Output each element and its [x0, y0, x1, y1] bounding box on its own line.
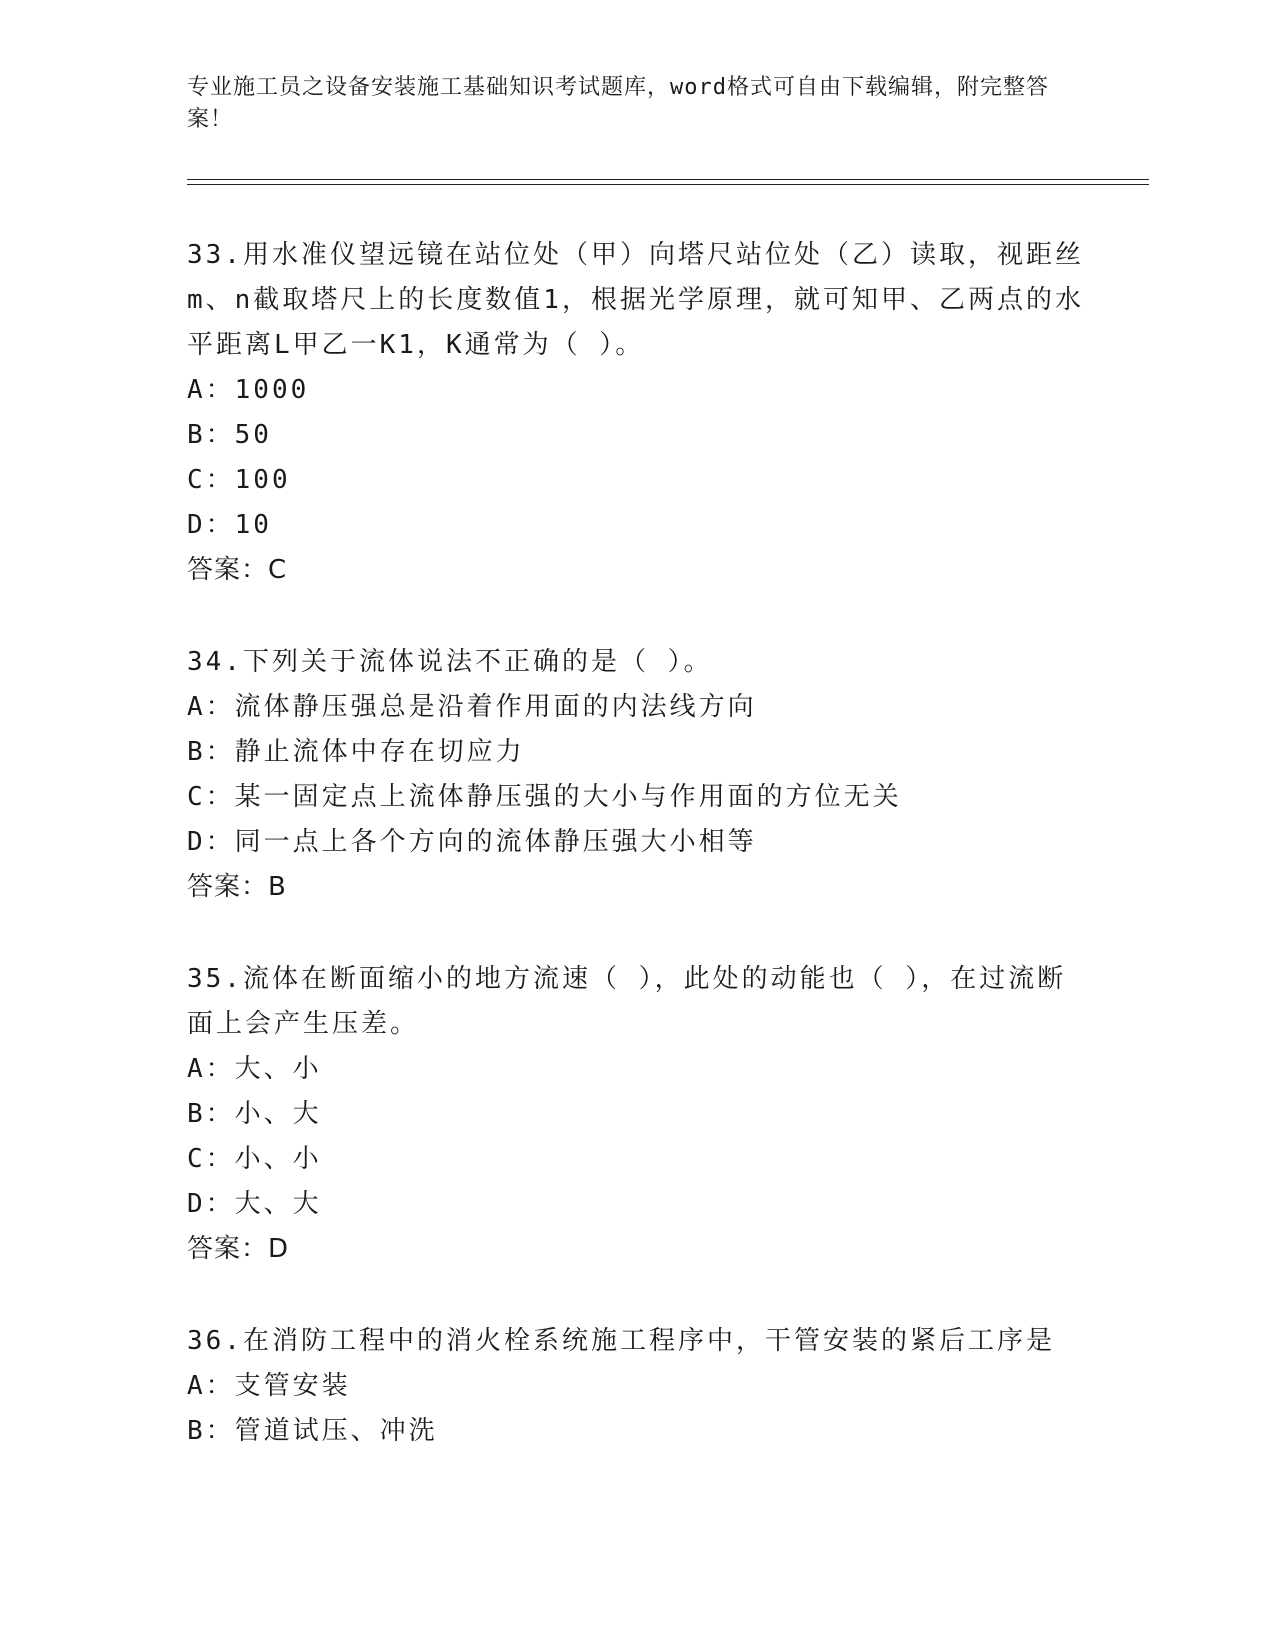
option-text: 大、小	[234, 1054, 322, 1084]
option-letter: B：	[187, 737, 235, 767]
option-text: 10	[234, 510, 272, 540]
option-letter: B：	[187, 420, 235, 450]
option-a	[187, 685, 1087, 730]
option-d	[187, 503, 1087, 548]
option-letter: A：	[187, 1371, 235, 1401]
option-d	[187, 1182, 1087, 1227]
option-text: 流体静压强总是沿着作用面的内法线方向	[234, 692, 757, 722]
option-text: 某一固定点上流体静压强的大小与作用面的方位无关	[234, 782, 902, 812]
question-36	[187, 1319, 1087, 1454]
option-c	[187, 458, 1087, 503]
option-b	[187, 1409, 1087, 1454]
option-text: 小、大	[234, 1099, 322, 1129]
option-text: 50	[234, 420, 272, 450]
option-b	[187, 730, 1087, 775]
option-b	[187, 1092, 1087, 1137]
option-letter: C：	[187, 782, 235, 812]
option-letter: D：	[187, 1189, 235, 1219]
option-letter: C：	[187, 1144, 235, 1174]
option-a	[187, 1364, 1087, 1409]
option-text: 大、大	[234, 1189, 322, 1219]
answer-line: 答案：C	[187, 555, 288, 585]
option-text: 支管安装	[234, 1371, 351, 1401]
option-letter: D：	[187, 510, 235, 540]
document-header: 专业施工员之设备安装施工基础知识考试题库，word格式可自由下载编辑，附完整答案！	[187, 75, 1049, 132]
option-text: 同一点上各个方向的流体静压强大小相等	[234, 827, 757, 857]
question-34	[187, 640, 1087, 910]
option-a	[187, 368, 1087, 413]
question-text: 36.在消防工程中的消火栓系统施工程序中，干管安装的紧后工序是	[187, 1326, 1055, 1356]
option-letter: A：	[187, 692, 235, 722]
option-c	[187, 1137, 1087, 1182]
option-letter: B：	[187, 1099, 235, 1129]
header-divider-bottom	[187, 184, 1149, 185]
answer-line: 答案：B	[187, 872, 287, 902]
question-33	[187, 233, 1087, 593]
option-d	[187, 820, 1087, 865]
option-text: 100	[234, 465, 291, 495]
option-text: 小、小	[234, 1144, 322, 1174]
option-b	[187, 413, 1087, 458]
option-letter: D：	[187, 827, 235, 857]
option-letter: A：	[187, 1054, 235, 1084]
option-text: 静止流体中存在切应力	[234, 737, 525, 767]
option-text: 1000	[234, 375, 310, 405]
question-35	[187, 957, 1087, 1272]
option-letter: C：	[187, 465, 235, 495]
question-text: 34.下列关于流体说法不正确的是（ ）。	[187, 647, 713, 677]
header-divider-top	[187, 179, 1149, 180]
option-letter: B：	[187, 1416, 235, 1446]
question-text: 35.流体在断面缩小的地方流速（ ），此处的动能也（ ），在过流断面上会产生压差。	[187, 964, 1067, 1039]
option-text: 管道试压、冲洗	[234, 1416, 438, 1446]
option-letter: A：	[187, 375, 235, 405]
option-c	[187, 775, 1087, 820]
question-text: 33.用水准仪望远镜在站位处（甲）向塔尺站位处（乙）读取，视距丝m、n截取塔尺上的长度数值1，根据光学原理，就可知甲、乙两点的水平距离L甲乙一K1，K通常为（ ）。	[187, 240, 1084, 360]
answer-line: 答案：D	[187, 1234, 290, 1264]
option-a	[187, 1047, 1087, 1092]
